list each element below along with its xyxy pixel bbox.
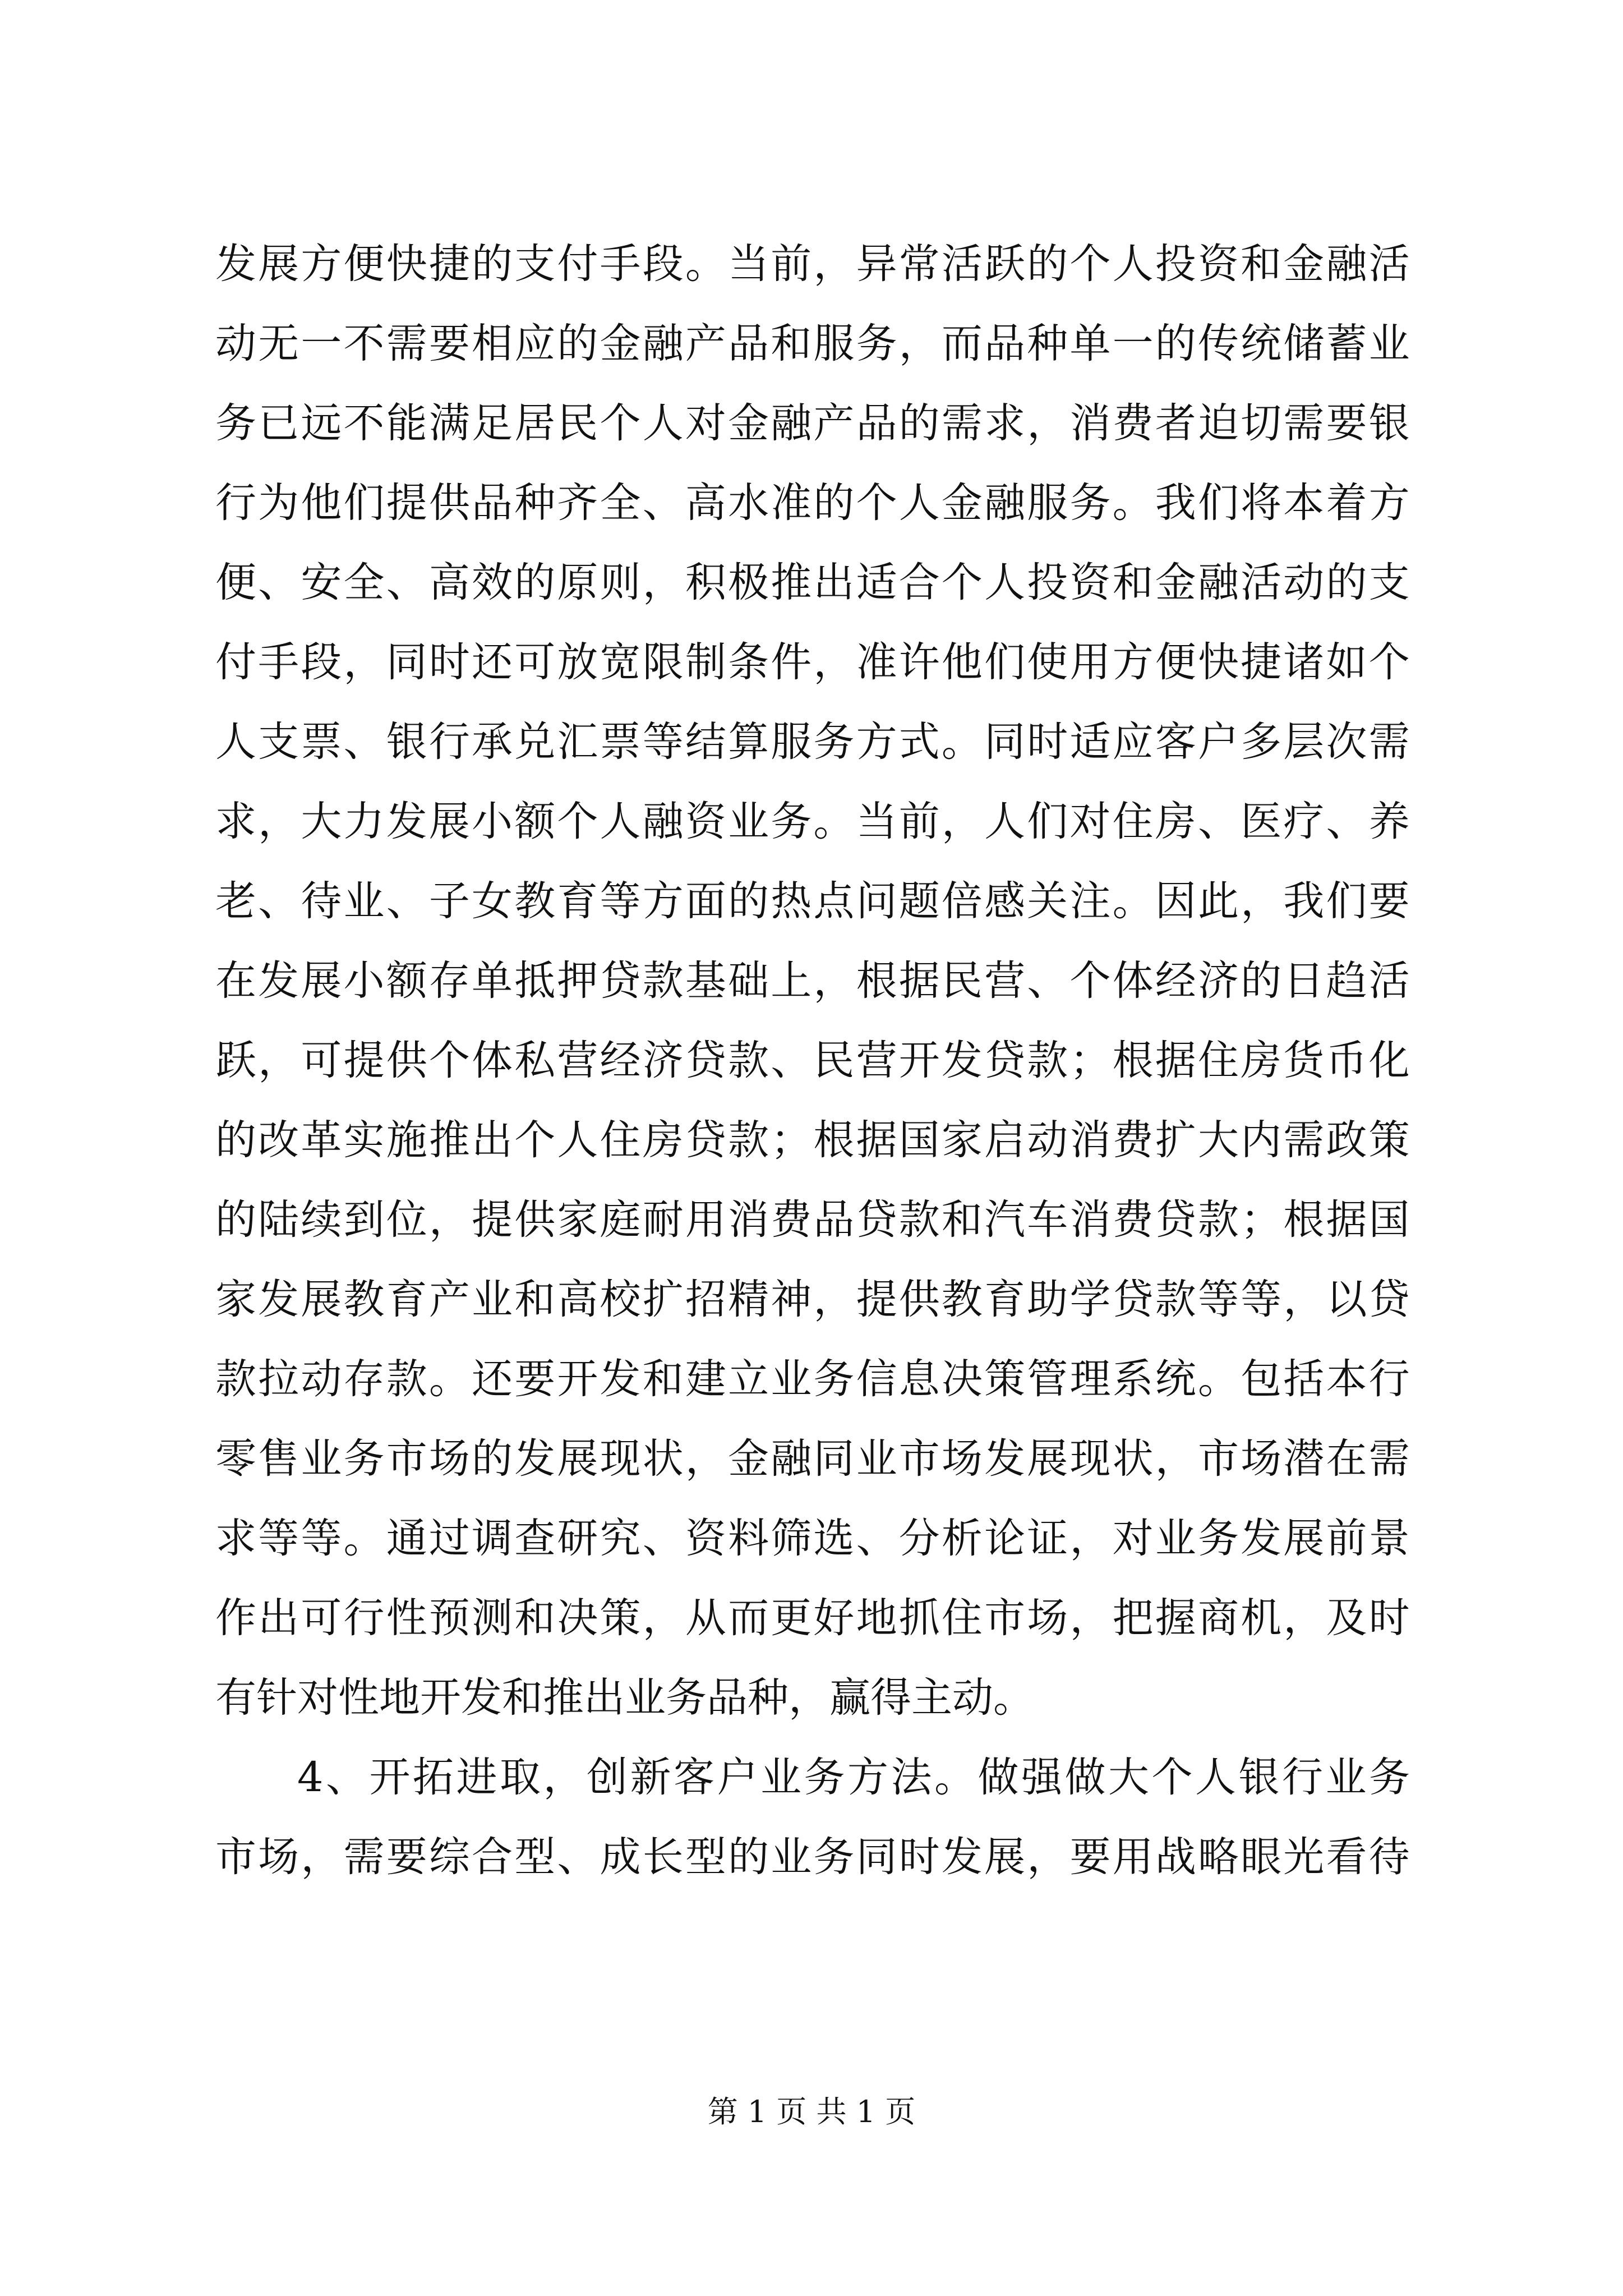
text-line-10: 在 发 展 小 额 存 单 抵 押 贷 款 基 础 上 ， 根 据 民 营 、 个 体 经 济 的 日 趋 活 xyxy=(215,957,1410,1005)
text-line-9: 老 、 待 业 、 子 女 教 育 等 方 面 的 热 点 问 题 倍 感 关 注 。 因 此 ， 我 们 要 xyxy=(215,877,1410,925)
text-line-4: 行 为 他 们 提 供 品 种 齐 全 、 高 水 准 的 个 人 金 融 服 务 。 我 们 将 本 着 方 xyxy=(215,479,1410,527)
text-line-14: 家 发 展 教 育 产 业 和 高 校 扩 招 精 神 ， 提 供 教 育 助 学 贷 款 等 等 ， 以 贷 xyxy=(215,1276,1410,1323)
text-line-5: 便 、 安 全 、 高 效 的 原 则 ， 积 极 推 出 适 合 个 人 投 资 和 金 融 活 动 的 支 xyxy=(215,559,1410,606)
text-line-11: 跃 ， 可 提 供 个 体 私 营 经 济 贷 款 、 民 营 开 发 贷 款 ； 根 据 住 房 货 币 化 xyxy=(215,1037,1410,1084)
text-line-16: 零 售 业 务 市 场 的 发 展 现 状 ， 金 融 同 业 市 场 发 展 现 状 ， 市 场 潜 在 需 xyxy=(215,1435,1410,1483)
text-line-8: 求 ， 大 力 发 展 小 额 个 人 融 资 业 务 。 当 前 ， 人 们 对 住 房 、 医 疗 、 养 xyxy=(215,798,1410,845)
page-footer: 第 1 页 共 1 页 xyxy=(707,2094,916,2129)
text-line-19: 有针对性地开发和推出业务品种，赢得主动。 xyxy=(215,1674,1034,1722)
body-text xyxy=(215,224,1410,1897)
text-line-15: 款 拉 动 存 款 。 还 要 开 发 和 建 立 业 务 信 息 决 策 管 理 系 统 。 包 括 本 行 xyxy=(215,1355,1410,1403)
text-line-12: 的 改 革 实 施 推 出 个 人 住 房 贷 款 ； 根 据 国 家 启 动 消 费 扩 大 内 需 政 策 xyxy=(215,1116,1410,1164)
text-line-7: 人 支 票 、 银 行 承 兑 汇 票 等 结 算 服 务 方 式 。 同 时 适 应 客 户 多 层 次 需 xyxy=(215,718,1410,766)
text-line-6: 付 手 段 ， 同 时 还 可 放 宽 限 制 条 件 ， 准 许 他 们 使 用 方 便 快 捷 诸 如 个 xyxy=(215,638,1410,686)
text-line-3: 务 已 远 不 能 满 足 居 民 个 人 对 金 融 产 品 的 需 求 ， 消 费 者 迫 切 需 要 银 xyxy=(215,399,1410,447)
text-line-2: 动 无 一 不 需 要 相 应 的 金 融 产 品 和 服 务 ， 而 品 种 单 一 的 传 统 储 蓄 业 xyxy=(215,320,1410,367)
text-line-17: 求 等 等 。 通 过 调 查 研 究 、 资 料 筛 选 、 分 析 论 证 ， 对 业 务 发 展 前 景 xyxy=(215,1515,1410,1562)
text-line-1: 发 展 方 便 快 捷 的 支 付 手 段 。 当 前 ， 异 常 活 跃 的 个 人 投 资 和 金 融 活 xyxy=(215,240,1410,288)
text-line-20: 4 、 开 拓 进 取 ， 创 新 客 户 业 务 方 法 。 做 强 做 大 个 人 银 行 业 务 xyxy=(297,1754,1410,1801)
text-line-13: 的 陆 续 到 位 ， 提 供 家 庭 耐 用 消 费 品 贷 款 和 汽 车 消 费 贷 款 ； 根 据 国 xyxy=(215,1196,1410,1244)
text-line-21: 市 场 ， 需 要 综 合 型 、 成 长 型 的 业 务 同 时 发 展 ， 要 用 战 略 眼 光 看 待 xyxy=(215,1833,1410,1881)
text-line-18: 作 出 可 行 性 预 测 和 决 策 ， 从 而 更 好 地 抓 住 市 场 ， 把 握 商 机 ， 及 时 xyxy=(215,1594,1410,1642)
